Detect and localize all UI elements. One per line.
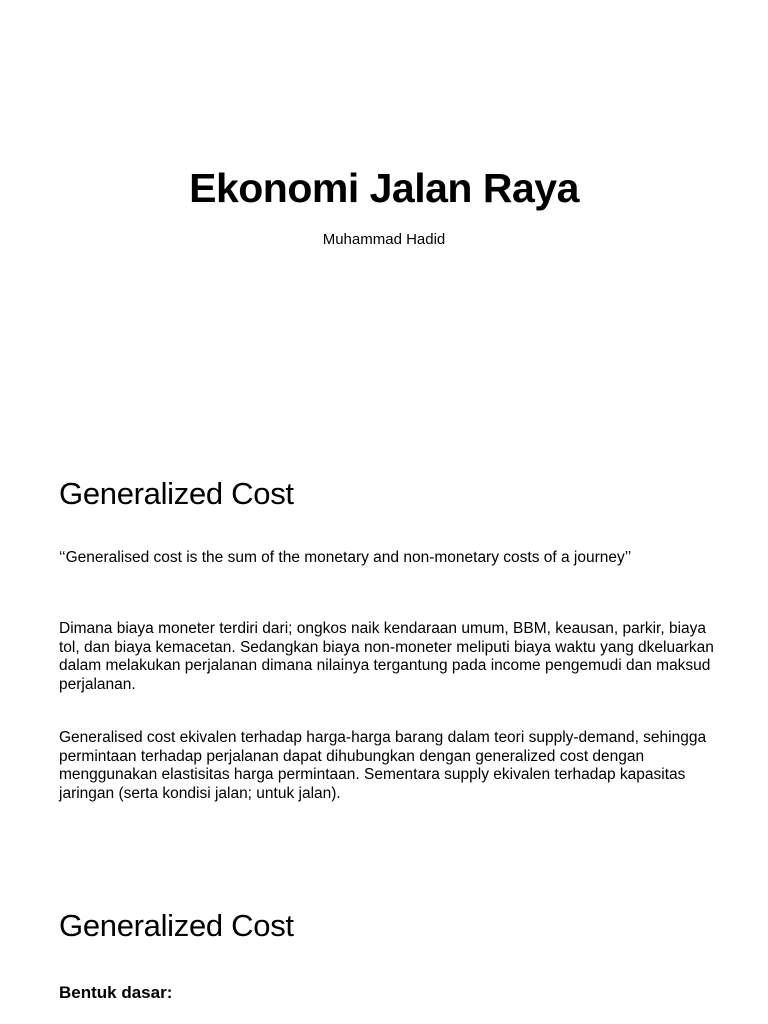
basic-form-label: Bentuk dasar: [59, 983, 173, 1002]
supply-demand-paragraph: Generalised cost ekivalen terhadap harga-harga barang dalam teori supply-demand, sehingga permintaan terhadap perjalanan dapat dihubungkan dengan generalized cost dengan menggunakan elastisitas harga permintaan. Sementara supply ekivalen terhadap kapasitas jaringan (serta kondisi jalan; untuk jalan). [59, 729, 707, 802]
slide-heading: Generalized Cost [59, 476, 294, 511]
deck-title: Ekonomi Jalan Raya [189, 165, 579, 211]
generalized-cost-slide-2 [0, 864, 768, 1024]
monetary-costs-paragraph: Dimana biaya moneter terdiri dari; ongkos naik kendaraan umum, BBM, keausan, parkir, biaya tol, dan biaya kemacetan. Sedangkan biaya non-moneter meliputi biaya waktu yang dkeluarkan dalam melakukan perjalanan dimana nilainya tergantung pada income pengemudi dan maksud perjalanan. [59, 620, 714, 693]
slide-heading: Generalized Cost [59, 908, 294, 943]
deck-author: Muhammad Hadid [322, 231, 446, 248]
generalized-cost-slide [0, 430, 768, 864]
definition-quote: ‘‘Generalised cost is the sum of the monetary and non-monetary costs of a journey’’ [59, 549, 632, 566]
title-slide [0, 0, 768, 430]
